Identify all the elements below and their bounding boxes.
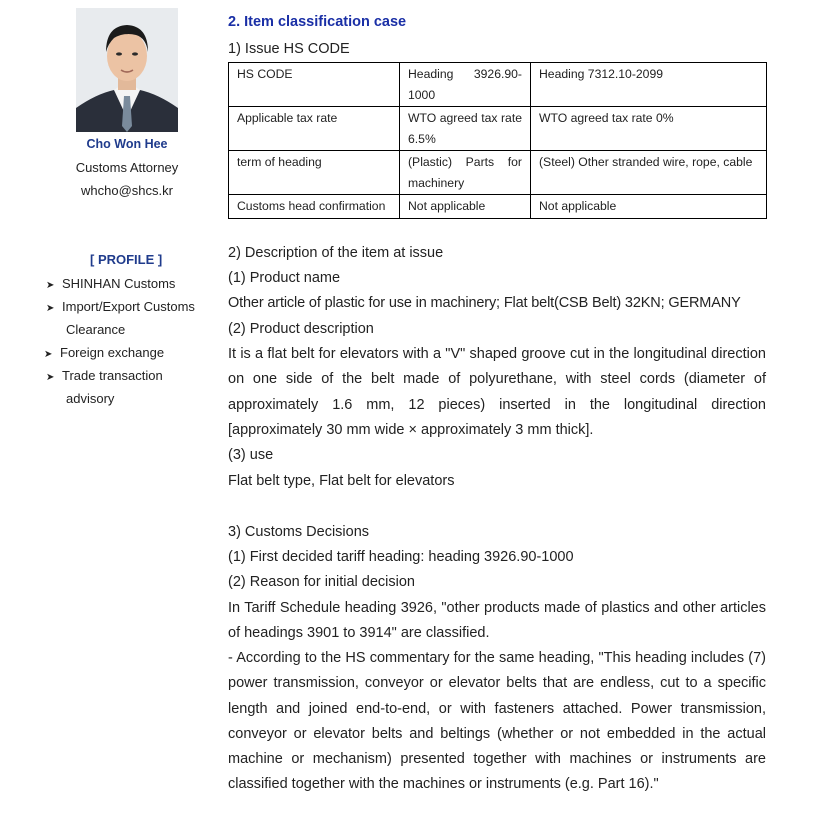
- table-row: [229, 107, 767, 151]
- profile-item-label: Import/Export Customs: [62, 299, 195, 314]
- first-decided-heading: (1) First decided tariff heading: heading 3926.90-1000: [228, 549, 574, 565]
- description-heading: 2) Description of the item at issue: [228, 245, 444, 261]
- table-row: [229, 63, 767, 107]
- profile-item-label: Clearance: [66, 322, 126, 337]
- reason-text: In Tariff Schedule heading 3926, "other products made of plastics and other articles of headings 3901 to 3914" are classified.: [228, 600, 766, 642]
- profile-item-clearance: [66, 318, 125, 341]
- table-row: [229, 151, 767, 195]
- arrow-bullet-icon: ➤: [46, 280, 55, 291]
- profile-item-advisory: [66, 387, 114, 410]
- table-cell: term of heading: [229, 151, 400, 195]
- table-cell: Not applicable: [400, 195, 531, 219]
- table-cell: Not applicable: [531, 195, 767, 219]
- author-title: Customs Attorney: [75, 160, 179, 175]
- profile-item-label: SHINHAN Customs: [62, 276, 176, 291]
- table-cell: Customs head confirmation: [229, 195, 400, 219]
- use-label: (3) use: [228, 447, 274, 463]
- customs-decisions-heading: 3) Customs Decisions: [228, 524, 370, 540]
- profile-item-label: advisory: [66, 391, 115, 406]
- table-cell: (Steel) Other stranded wire, rope, cable: [531, 151, 767, 195]
- author-photo: [76, 8, 178, 132]
- hs-commentary-text: - According to the HS commentary for the same heading, "This heading includes (7) power transmission, conveyor or elevator belts that are endless, cut to a specific length and joined end-to-end, or with fasteners attached. Power transmission, conveyor or elevator belts and beltings (whether or not embedded in the actual machine or mechanism) presented together with machines or instruments are classified together with the machines or instruments (e.g. Part 16).": [228, 650, 766, 793]
- table-cell: HS CODE: [229, 63, 400, 107]
- product-name-label: (1) Product name: [228, 270, 341, 286]
- arrow-bullet-icon: ➤: [46, 372, 55, 383]
- profile-item-import-export: [46, 295, 195, 320]
- hs-code-table: [228, 62, 767, 219]
- author-portrait-image: [76, 8, 178, 132]
- arrow-bullet-icon: ➤: [44, 349, 53, 360]
- table-cell: (Plastic) Parts for machinery: [400, 151, 531, 195]
- section-title: 2. Item classification case: [228, 14, 407, 30]
- table-cell: Heading 3926.90-1000: [400, 63, 531, 107]
- table-cell: WTO agreed tax rate 0%: [531, 107, 767, 151]
- profile-item-trade-transaction: [46, 364, 163, 389]
- table-cell: Heading 7312.10-2099: [531, 63, 767, 107]
- issue-hs-code-heading: 1) Issue HS CODE: [228, 41, 350, 57]
- author-email: whcho@shcs.kr: [81, 183, 173, 198]
- profile-item-foreign-exchange: [44, 341, 164, 366]
- use-text: Flat belt type, Flat belt for elevators: [228, 473, 455, 489]
- arrow-bullet-icon: ➤: [46, 303, 55, 314]
- author-name: Cho Won Hee: [86, 137, 168, 151]
- profile-heading: [ PROFILE ]: [90, 252, 163, 267]
- profile-item-shinhan: [46, 272, 175, 297]
- product-description-text: It is a flat belt for elevators with a "V" shaped groove cut in the longitudinal direction on one side of the belt made of polyurethane, with steel cords (diameter of approximately 1.6 mm, 12 pieces) inserted in the longitudinal direction [approximately 30 mm wide × approximately 3 mm thick].: [228, 346, 766, 438]
- table-cell: Applicable tax rate: [229, 107, 400, 151]
- table-cell: WTO agreed tax rate 6.5%: [400, 107, 531, 151]
- table-row: [229, 195, 767, 219]
- product-description-label: (2) Product description: [228, 321, 374, 337]
- profile-item-label: Foreign exchange: [60, 345, 165, 360]
- product-name-text: Other article of plastic for use in machinery; Flat belt(CSB Belt) 32KN; GERMANY: [228, 295, 741, 311]
- profile-item-label: Trade transaction: [62, 368, 163, 383]
- reason-label: (2) Reason for initial decision: [228, 574, 415, 590]
